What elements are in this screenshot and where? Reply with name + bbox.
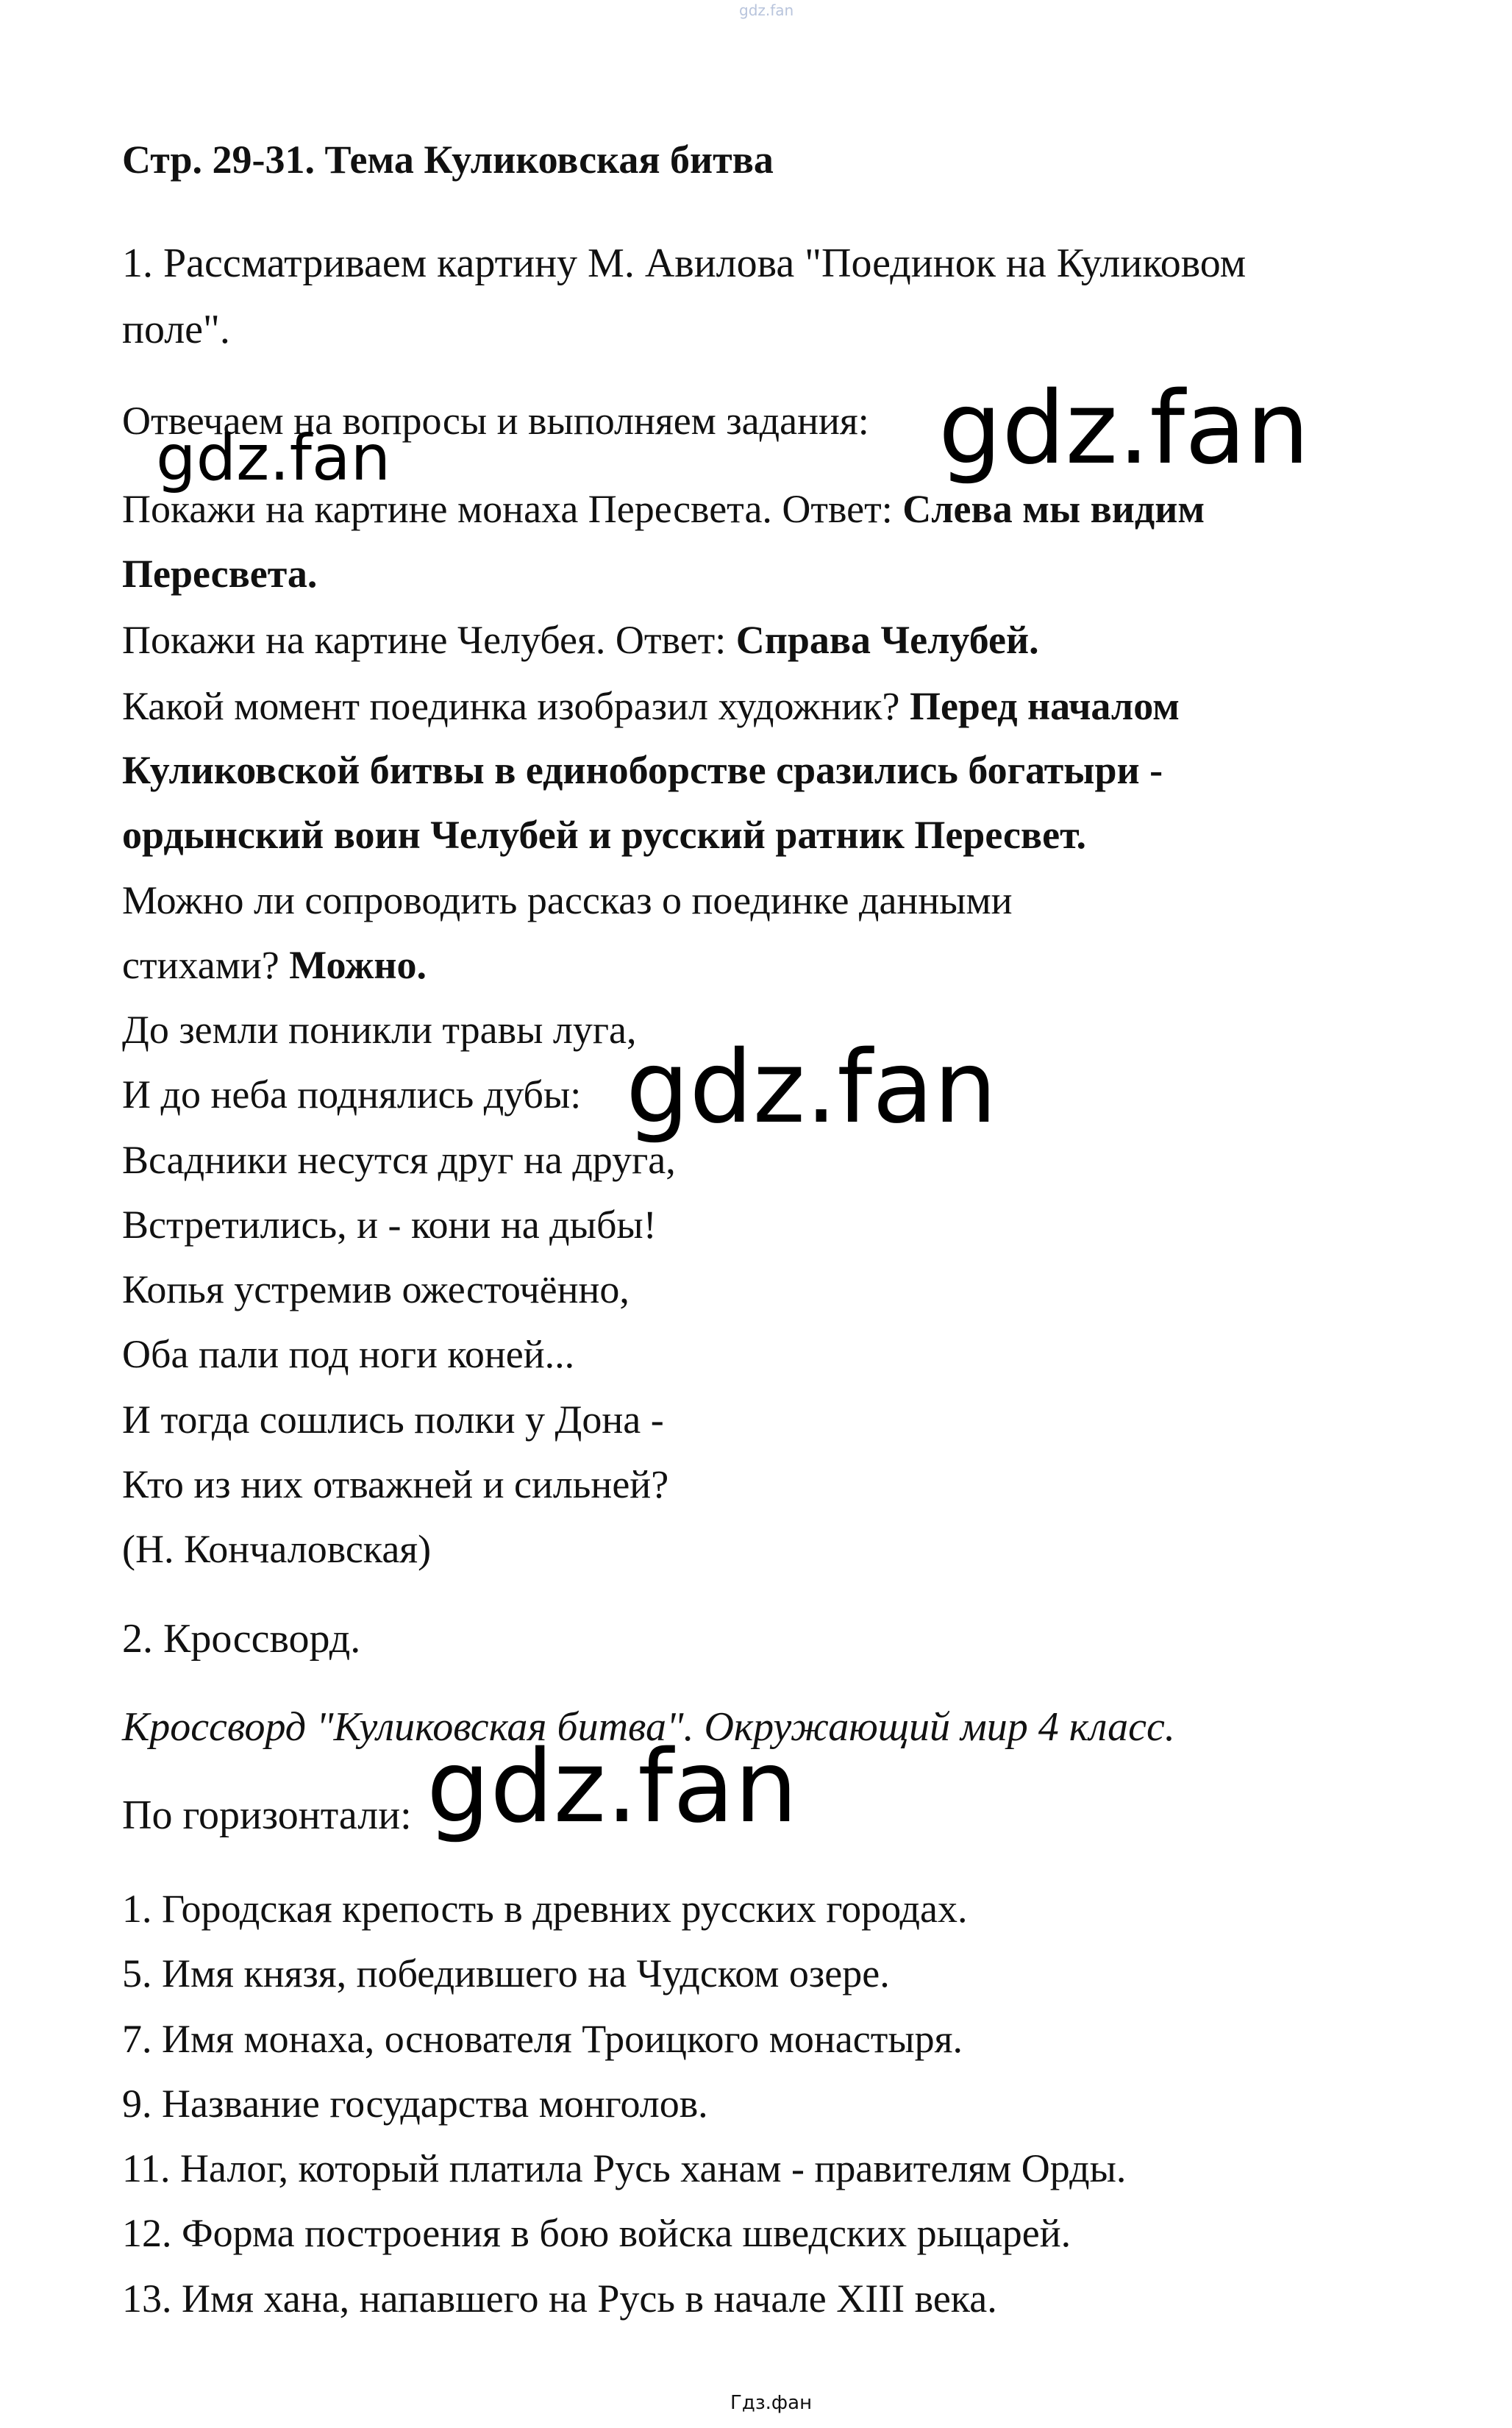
task1-instruction: Отвечаем на вопросы и выполняем задания: xyxy=(122,399,869,443)
poem-line: Всадники несутся друг на друга, xyxy=(122,1138,676,1182)
q2-line xyxy=(122,620,1039,660)
across-clue: 1. Городская крепость в древних русских городах. xyxy=(122,1887,968,1931)
across-clue: 5. Имя князя, победившего на Чудском озере. xyxy=(122,1951,890,1996)
poem-line: Оба пали под ноги коней... xyxy=(122,1332,575,1376)
q1-answer-part2: Пересвета. xyxy=(122,552,318,596)
q2-answer: Справа Челубей. xyxy=(735,618,1039,662)
task1-intro-line2: поле". xyxy=(122,307,230,352)
top-watermark: gdz.fan xyxy=(739,1,794,19)
watermark-small: gdz.fan xyxy=(156,421,391,495)
q2-question: Покажи на картине Челубея. Ответ: xyxy=(122,618,736,662)
across-heading: По горизонтали: xyxy=(122,1792,412,1838)
across-clue: 7. Имя монаха, основателя Троицкого монастыря. xyxy=(122,2017,963,2061)
q1-question: Покажи на картине монаха Пересвета. Ответ: xyxy=(122,487,903,531)
poem-line: Копья устремив ожесточённо, xyxy=(122,1267,630,1311)
across-clue: 11. Налог, который платила Русь ханам - правителям Орды. xyxy=(122,2146,1127,2190)
across-clue: 13. Имя хана, напавшего на Русь в начале XIII века. xyxy=(122,2276,997,2321)
poem-line: И до неба поднялись дубы: xyxy=(122,1072,582,1117)
watermark-large: gdz.fan xyxy=(626,1030,997,1146)
across-clue: 9. Название государства монголов. xyxy=(122,2082,708,2126)
poem-line: Встретились, и - кони на дыбы! xyxy=(122,1203,657,1247)
q3-answer-part3: ордынский воин Челубей и русский ратник Пересвет. xyxy=(122,813,1087,857)
across-clue: 12. Форма построения в бою войска шведских рыцарей. xyxy=(122,2211,1071,2255)
footer-text: Гдз.фан xyxy=(730,2392,813,2414)
q4-question-line1: Можно ли сопроводить рассказ о поединке данными xyxy=(122,878,1013,922)
poem-author: (Н. Кончаловская) xyxy=(122,1527,432,1571)
task2-heading: 2. Кроссворд. xyxy=(122,1616,361,1662)
q3-question: Какой момент поединка изобразил художник? xyxy=(122,684,910,728)
q4-answer: Можно. xyxy=(289,943,427,987)
watermark-large: gdz.fan xyxy=(938,371,1310,487)
crossword-subtitle: Кроссворд "Куликовская битва". Окружающий мир 4 класс. xyxy=(122,1704,1175,1750)
q3-answer-part2: Куликовской битвы в единоборстве сразились богатыри - xyxy=(122,748,1163,792)
q4-line2 xyxy=(122,945,427,985)
poem-line: И тогда сошлись полки у Дона - xyxy=(122,1398,664,1442)
page-title: Стр. 29-31. Тема Куликовская битва xyxy=(122,138,774,182)
task1-intro-line1: 1. Рассматриваем картину М. Авилова "Поединок на Куликовом xyxy=(122,241,1247,286)
q4-question-line2: стихами? xyxy=(122,943,290,987)
q3-answer-part1: Перед началом xyxy=(909,684,1180,728)
watermark-large: gdz.fan xyxy=(427,1729,798,1845)
poem-line: Кто из них отважней и сильней? xyxy=(122,1462,669,1506)
q1-answer-part1: Слева мы видим xyxy=(902,487,1205,531)
q1-line xyxy=(122,489,1205,529)
q3-line xyxy=(122,686,1180,726)
poem-line: До земли поникли травы луга, xyxy=(122,1008,637,1052)
